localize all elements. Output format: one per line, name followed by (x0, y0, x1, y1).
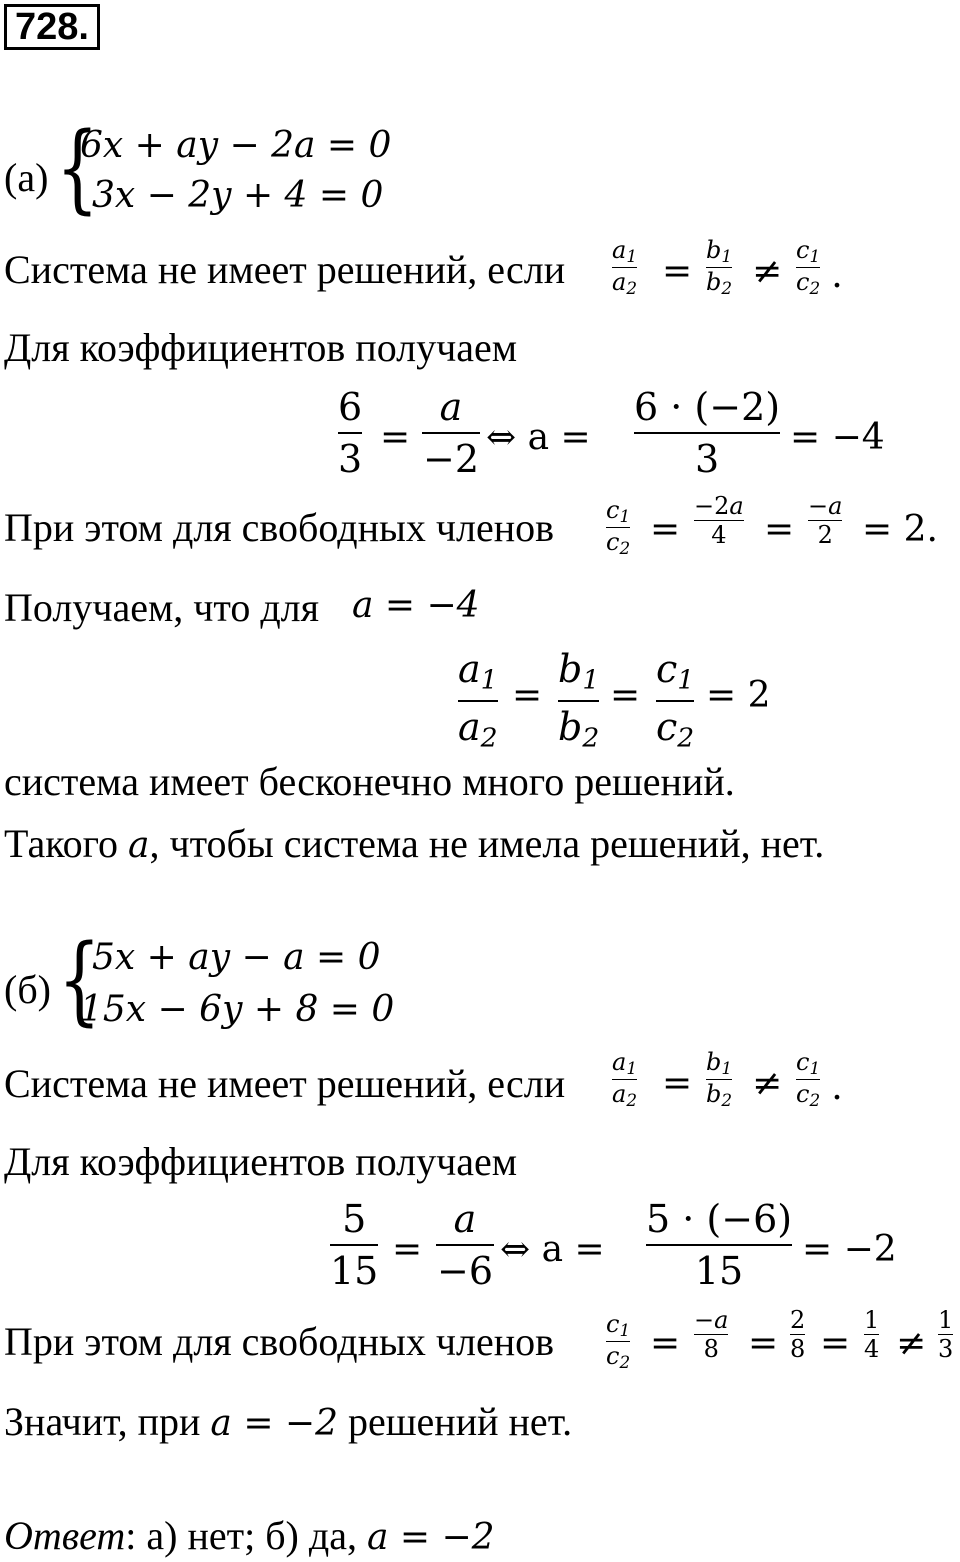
part-b-free-terms-text: При этом для свободных членов (4, 1319, 554, 1364)
answer-label: Ответ (4, 1513, 126, 1558)
frac-2-8: 2 8 (790, 1306, 806, 1363)
system-brace-a: { (56, 112, 99, 224)
equals-sign: = (820, 1323, 851, 1364)
equals-sign: = (650, 1323, 681, 1364)
part-b-equation-1: 5x + ay − a = 0 (92, 937, 381, 978)
conclusion-pre: Такого (4, 821, 119, 866)
part-a-infinite-text: система имеет бесконечно много решений. (4, 759, 735, 804)
part-a-condition-text: Система не имеет решений, если (4, 247, 566, 292)
frac-5-times-minus6-over-15: 5 · (−6) 15 (646, 1197, 793, 1293)
conclusion-var: a (128, 825, 150, 866)
ratio-c1-c2: $c_1$ $c_2$ (796, 1048, 821, 1111)
conclusion-pre: Значит, при (4, 1399, 201, 1444)
not-equal-sign: ≠ (752, 251, 783, 292)
ratio-b1-b2: $b_1$ $b_2$ (558, 647, 600, 754)
part-a-equivalence: ⇔ a = (486, 417, 591, 458)
part-a-equation-1: 6x + ay − 2a = 0 (80, 125, 392, 166)
frac-minus-a-2: −a 2 (808, 492, 843, 549)
ratio-c1-c2: $c_1$ $c_2$ (606, 1310, 631, 1373)
part-a-coefficients-text: Для коэффициентов получаем (4, 325, 518, 370)
part-b-a-result: = −2 (802, 1229, 897, 1270)
part-a-getting-math: a = −4 (352, 585, 480, 626)
equals-sign: = (662, 251, 693, 292)
equals-sign: = (764, 509, 795, 550)
equals-sign: = (662, 1063, 693, 1104)
frac-1-4: 1 4 (864, 1306, 880, 1363)
answer-text: : а) нет; б) да, (125, 1513, 357, 1558)
conclusion-math: a = −2 (210, 1403, 338, 1444)
part-a-ratio-result: = 2 (706, 675, 771, 716)
part-a-equation-2: 3x − 2y + 4 = 0 (92, 175, 384, 216)
part-b-equation-2: 15x − 6y + 8 = 0 (80, 989, 395, 1030)
period: . (832, 1063, 842, 1108)
frac-a-minus6: a −6 (436, 1197, 494, 1293)
part-a-label: (а) (4, 155, 49, 200)
equals-sign: = (512, 675, 543, 716)
equals-sign: = (610, 675, 641, 716)
frac-minus-a-8: −a 8 (694, 1306, 729, 1363)
equals-sign: = (392, 1229, 423, 1270)
ratio-b1-b2: $b_1$ $b_2$ (706, 236, 733, 299)
part-b-coefficients-text: Для коэффициентов получаем (4, 1139, 518, 1184)
conclusion-post: , чтобы система не имела решений, нет. (149, 821, 825, 866)
part-a-getting-text: Получаем, что для (4, 585, 320, 630)
equals-sign: = (380, 417, 411, 458)
frac-1-3: 1 3 (938, 1306, 954, 1363)
part-a-a-result: = −4 (790, 417, 885, 458)
ratio-c1-c2: $c_1$ $c_2$ (606, 496, 631, 559)
part-a-free-result: = 2. (862, 509, 938, 550)
problem-number: 728. (4, 4, 100, 50)
period: . (832, 251, 842, 296)
equals-sign: = (748, 1323, 779, 1364)
ratio-c1-c2: $c_1$ $c_2$ (656, 647, 695, 754)
part-b-equivalence: ⇔ a = (500, 1229, 605, 1270)
part-b-condition-text: Система не имеет решений, если (4, 1061, 566, 1106)
part-a-conclusion (4, 821, 825, 866)
ratio-a1-a2: $a_1$ $a_2$ (458, 647, 498, 754)
frac-6-times-minus2-over-3: 6 · (−2) 3 (634, 385, 781, 481)
frac-minus2a-4: −2a 4 (694, 492, 744, 549)
part-b-conclusion (4, 1399, 573, 1444)
system-brace-b: { (58, 924, 101, 1036)
not-equal-sign: ≠ (896, 1323, 927, 1364)
frac-5-15: 5 15 (330, 1197, 379, 1293)
frac-a-minus2: a −2 (422, 385, 480, 481)
ratio-b1-b2: $b_1$ $b_2$ (706, 1048, 733, 1111)
frac-6-3: 6 3 (338, 385, 363, 481)
part-a-free-terms-text: При этом для свободных членов (4, 505, 554, 550)
equals-sign: = (650, 509, 681, 550)
ratio-a1-a2: $a_1$ $a_2$ (612, 236, 637, 299)
answer-math: a = −2 (366, 1517, 495, 1558)
conclusion-post: решений нет. (348, 1399, 573, 1444)
not-equal-sign: ≠ (752, 1063, 783, 1104)
answer-line (4, 1513, 495, 1558)
part-b-label: (б) (4, 967, 51, 1012)
ratio-a1-a2: $a_1$ $a_2$ (612, 1048, 637, 1111)
ratio-c1-c2: $c_1$ $c_2$ (796, 236, 821, 299)
